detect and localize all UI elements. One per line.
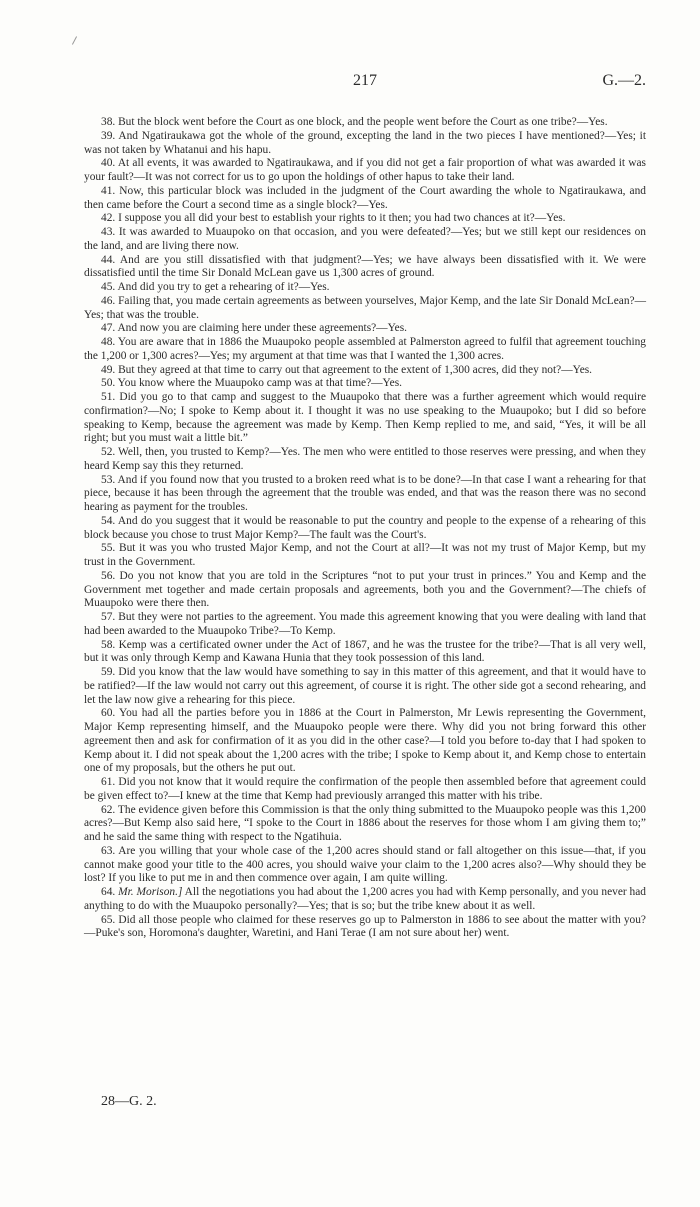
question-paragraph: 54. And do you suggest that it would be reasonable to put the country and people to the expense of a rehearing of this block because you chose to trust Major Kemp?—The fault was the Court's. xyxy=(84,514,646,541)
question-paragraph: 56. Do you not know that you are told in the Scriptures “not to put your trust in princes.” You and Kemp and the Government met together and made certain proposals and agreements, both you and the Government?—The chiefs of Muaupoko were there then. xyxy=(84,569,646,610)
question-paragraph: 65. Did all those people who claimed for these reserves go up to Palmerston in 1886 to see about the matter with you?—Puke's son, Horomona's daughter, Waretini, and Hani Terae (I am not sure about her) went. xyxy=(84,913,646,940)
question-paragraph: 41. Now, this particular block was included in the judgment of the Court awarding the whole to Ngatiraukawa, and then came before the Court a second time as a single block?—Yes. xyxy=(84,184,646,211)
question-paragraph: 50. You know where the Muaupoko camp was at that time?—Yes. xyxy=(101,377,402,390)
document-reference: G.—2. xyxy=(602,72,646,89)
question-paragraph: 61. Did you not know that it would require the confirmation of the people then assembled before that agreement could be given effect to?—I knew at the time that Kemp had previously arranged this matter with his tribe. xyxy=(84,776,646,802)
question-paragraph: 58. Kemp was a certificated owner under the Act of 1867, and he was the trustee for the tribe?—That is all very well, but it was only through Kemp and Kawana Hunia that they took possession of this land. xyxy=(84,638,646,665)
question-paragraph: 51. Did you go to that camp and suggest to the Muaupoko that there was a further agreement which would require confirmation?—No; I spoke to Kemp about it. I thought it was no use speaking to the Muaupoko; but I did so before speaking to Kemp, because the agreement was made by Kemp. Then Kemp replied to me, and said, “Yes, it will be all right; but you must wait a little bit.” xyxy=(84,391,646,445)
question-paragraph: 49. But they agreed at that time to carry out that agreement to the extent of 1,300 acres, did they not?—Yes. xyxy=(101,363,593,376)
question-paragraph: 46. Failing that, you made certain agreements as between yourselves, Major Kemp, and the late Sir Donald McLean?—Yes; that was the trouble. xyxy=(84,294,646,321)
page-number: 217 xyxy=(353,72,377,89)
question-paragraph: 60. You had all the parties before you in 1886 at the Court in Palmerston, Mr Lewis representing the Government, Major Kemp representing himself, and the Muaupoko people were there. Why did you not bring forward this other agreement then and ask for confirmation of it as you did in the other case?—I told you before to-day that I had spoken to Kemp about it. I did not speak about the 1,200 acres with the tribe; I spoke to Kemp about it, and Kemp chose to entertain one of my proposals, but the others he put out. xyxy=(84,707,646,775)
question-paragraph: 45. And did you try to get a rehearing of it?—Yes. xyxy=(101,281,330,293)
question-paragraph: 59. Did you know that the law would have something to say in this matter of this agreement, and that it would have to be ratified?—If the law would not carry out this agreement, of course it is right. The other side got a second rehearing, and let the law now give a rehearing for this piece. xyxy=(84,666,646,706)
question-paragraph: 43. It was awarded to Muaupoko on that occasion, and you were defeated?—Yes; but we still kept our residences on the land, and are living there now. xyxy=(84,226,646,252)
question-paragraph: 62. The evidence given before this Commission is that the only thing submitted to the Muaupoko people was this 1,200 acres?—But Kemp also said here, “I spoke to the Court in 1886 about the reserves for those whom I am giving them to;” and he said the same thing with respect to the Ngatihuia. xyxy=(84,803,646,843)
question-paragraph: 40. At all events, it was awarded to Ngatiraukawa, and if you did not get a fair proportion of what was awarded it was your fault?—It was not correct for us to go upon the holdings of other hapus to take their land. xyxy=(84,157,646,183)
question-paragraph: 63. Are you willing that your whole case of the 1,200 acres should stand or fall altogether on this issue—that, if you cannot make good your title to the 400 acres, you should waive your claim to the 1,200 acres also?—Why should they be lost? If you like to put me in and then commence over again, I am quite willing. xyxy=(84,844,646,885)
paragraph-number: 64. xyxy=(101,886,116,898)
question-paragraph: 53. And if you found now that you trusted to a broken reed what is to be done?—In that case I want a rehearing for that piece, because it has been through the agreement that the trouble was ended, and that was the reason there was no second hearing as payment for the troubles. xyxy=(84,473,646,513)
question-paragraph: 57. But they were not parties to the agreement. You made this agreement knowing that you were dealing with land that had been awarded to the Muaupoko Tribe?—To Kemp. xyxy=(84,611,646,637)
page-header xyxy=(84,72,646,96)
question-paragraph: 44. And are you still dissatisfied with that judgment?—Yes; we have always been dissatisfied with it. We were dissatisfied until the time Sir Donald McLean gave us 1,300 acres of ground. xyxy=(84,253,646,280)
question-paragraph: 52. Well, then, you trusted to Kemp?—Yes. The men who were entitled to those reserves were pressing, and when they heard Kemp say this they returned. xyxy=(84,446,646,472)
question-paragraph xyxy=(84,886,646,914)
question-paragraph: 48. You are aware that in 1886 the Muaupoko people assembled at Palmerston agreed to fulfil that agreement touching the 1,200 or 1,300 acres?—Yes; my argument at that time was that I wanted the 1,300 acres. xyxy=(84,336,646,362)
signature-mark: 28—G. 2. xyxy=(101,1094,157,1109)
question-paragraph: 39. And Ngatiraukawa got the whole of the ground, excepting the land in the two pieces I have mentioned?—Yes; it was not taken by Whatanui and his hapu. xyxy=(84,129,646,156)
speaker-name: Mr. Morison.] xyxy=(118,886,183,898)
question-paragraph: 47. And now you are claiming here under these agreements?—Yes. xyxy=(101,322,407,335)
question-paragraph: 42. I suppose you all did your best to establish your rights to it then; you had two chances at it?—Yes. xyxy=(101,212,566,225)
scan-mark xyxy=(72,36,77,44)
question-paragraph: 55. But it was you who trusted Major Kemp, and not the Court at all?—It was not my trust of Major Kemp, but my trust in the Government. xyxy=(84,542,646,568)
body-text xyxy=(84,116,646,941)
paragraph-text: All the negotiations you had about the 1,200 acres you had with Kemp personally, and you never had anything to do with the Muaupoko personally?—Yes; that is so; but the tribe knew about it as well. xyxy=(84,886,646,912)
question-paragraph: 38. But the block went before the Court as one block, and the people went before the Court as one tribe?—Yes. xyxy=(101,116,608,128)
